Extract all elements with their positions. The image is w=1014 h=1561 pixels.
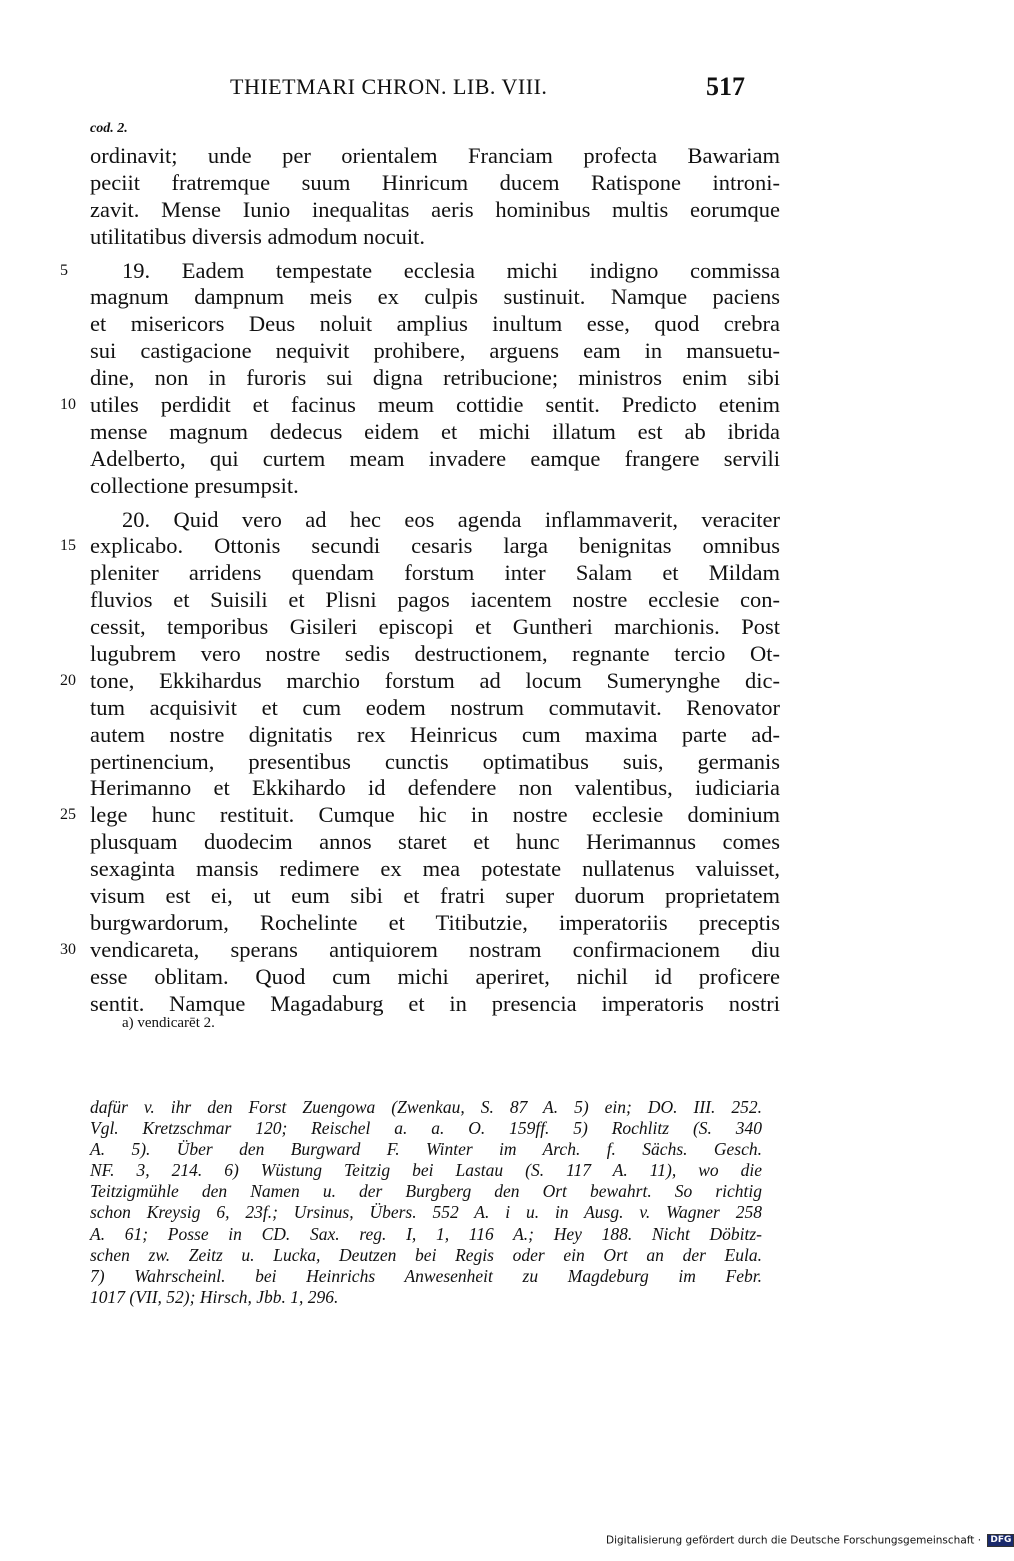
text-line: pleniter arridens quendam forstum inter Salam et Mildam — [90, 560, 780, 586]
credit-text: Digitalisierung gefördert durch die Deutsche Forschungsgemeinschaft — [606, 1534, 975, 1547]
footnote-line: Vgl. Kretzschmar 120; Reischel a. a. O. 159ff. 5) Rochlitz (S. 340 — [90, 1118, 762, 1139]
line-number: 30 — [60, 940, 76, 958]
text-line: 20 tone, Ekkihardus marchio forstum ad locum Sumerynghe dic- — [60, 667, 780, 693]
text-line: fluvios et Suisili et Plisni pagos iacentem nostre ecclesie con- — [90, 587, 780, 613]
footnote-line: Teitzigmühle den Namen u. der Burgberg den Ort bewahrt. So richtig — [90, 1181, 762, 1202]
footnote-line: schen zw. Zeitz u. Lucka, Deutzen bei Regis oder ein Ort an der Eula. — [90, 1244, 762, 1265]
text-line: Adelberto, qui curtem meam invadere eamque frangere servili — [90, 445, 780, 471]
text-line: dine, non in furoris sui digna retribucione; ministros enim sibi — [90, 365, 780, 391]
text-line: autem nostre dignitatis rex Heinricus cum maxima parte ad- — [90, 721, 780, 747]
text-line: collectione presumpsit. — [90, 472, 299, 498]
text-line: mense magnum dedecus eidem et michi illatum est ab ibrida — [90, 418, 780, 444]
text-line: esse oblitam. Quod cum michi aperiret, nichil id proficere — [90, 963, 780, 989]
text-line: plusquam duodecim annos staret et hunc Herimannus comes — [90, 829, 780, 855]
text-line: Herimanno et Ekkihardo id defendere non valentibus, iudiciaria — [90, 775, 780, 801]
apparatus-note: a) vendicarēt 2. — [122, 1015, 215, 1031]
text-line: magnum dampnum meis ex culpis sustinuit. Namque paciens — [90, 284, 780, 310]
text-line: 25 lege hunc restituit. Cumque hic in nostre ecclesie dominium — [60, 802, 780, 828]
text-line: visum est ei, ut eum sibi et fratri super duorum proprietatem — [90, 883, 780, 909]
line-number: 15 — [60, 537, 76, 555]
text-line: lugubrem vero nostre sedis destructionem, regnante tercio Ot- — [90, 641, 780, 667]
text-line: burgwardorum, Rochelinte et Titibutzie, imperatoriis preceptis — [90, 909, 780, 935]
running-head: THIETMARI CHRON. LIB. VIII. — [230, 74, 548, 99]
text-line: 15 explicabo. Ottonis secundi cesaris larga benignitas omnibus — [60, 533, 780, 559]
text-line: zavit. Mense Iunio inequalitas aeris hominibus multis eorumque — [90, 196, 780, 222]
digitization-credit: Digitalisierung gefördert durch die Deutsche Forschungsgemeinschaft · DFG — [606, 1534, 1014, 1547]
text-line: sui castigacione nequivit prohibere, arguens eam in mansuetu- — [90, 338, 780, 364]
text-line: sentit. Namque Magadaburg et in presencia imperatoris nostri — [90, 990, 780, 1016]
line-number: 20 — [60, 671, 76, 689]
text-line: pertinencium, presentibus cunctis optimatibus suis, germanis — [90, 748, 780, 774]
text-line: sexaginta mansis redimere ex mea potestate nullatenus valuisset, — [90, 856, 780, 882]
footnote-line: A. 5). Über den Burgward F. Winter im Arch. f. Sächs. Gesch. — [90, 1139, 762, 1160]
footnotes — [90, 1097, 762, 1308]
footnote-line: dafür v. ihr den Forst Zuengowa (Zwenkau, S. 87 A. 5) ein; DO. III. 252. — [90, 1097, 762, 1117]
line-number: 25 — [60, 806, 76, 824]
text-line: tum acquisivit et cum eodem nostrum commutavit. Renovator — [90, 694, 780, 720]
dfg-logo-icon: DFG — [987, 1534, 1014, 1547]
line-number: 10 — [60, 396, 76, 414]
text-line: cessit, temporibus Gisileri episcopi et Guntheri marchionis. Post — [90, 614, 780, 640]
text-line: peciit fratremque suum Hinricum ducem Ratispone introni- — [90, 169, 780, 195]
main-text — [60, 143, 780, 1018]
line-number: 5 — [60, 261, 68, 279]
text-line: et misericors Deus noluit amplius inultum esse, quod crebra — [90, 311, 780, 337]
footnote-line: schon Kreysig 6, 23f.; Ursinus, Übers. 552 A. i u. in Ausg. v. Wagner 258 — [90, 1202, 762, 1223]
text-line: utilitatibus diversis admodum nocuit. — [90, 223, 425, 249]
paragraph-19-start: 5 19. Eadem tempestate ecclesia michi indigno commissa — [60, 257, 780, 283]
footnote-line: 1017 (VII, 52); Hirsch, Jbb. 1, 296. — [90, 1286, 339, 1307]
footnote-line: A. 61; Posse in CD. Sax. reg. I, 1, 116 A.; Hey 188. Nicht Döbitz- — [90, 1223, 762, 1244]
footnote-line: 7) Wahrscheinl. bei Heinrichs Anwesenheit zu Magdeburg im Febr. — [90, 1265, 762, 1286]
page-number: 517 — [706, 72, 745, 101]
text-line: ordinavit; unde per orientalem Franciam profecta Bawariam — [90, 143, 780, 168]
text-line: 30 vendicareta, sperans antiquiorem nostram confirmacionem diu — [60, 936, 780, 962]
footnote-line: NF. 3, 214. 6) Wüstung Teitzig bei Lastau (S. 117 A. 11), wo die — [90, 1160, 762, 1181]
paragraph-20-start: 20. Quid vero ad hec eos agenda inflammaverit, veraciter — [122, 506, 780, 532]
text-line: 10 utiles perdidit et facinus meum cottidie sentit. Predicto etenim — [60, 392, 780, 418]
margin-note: cod. 2. — [90, 121, 128, 136]
